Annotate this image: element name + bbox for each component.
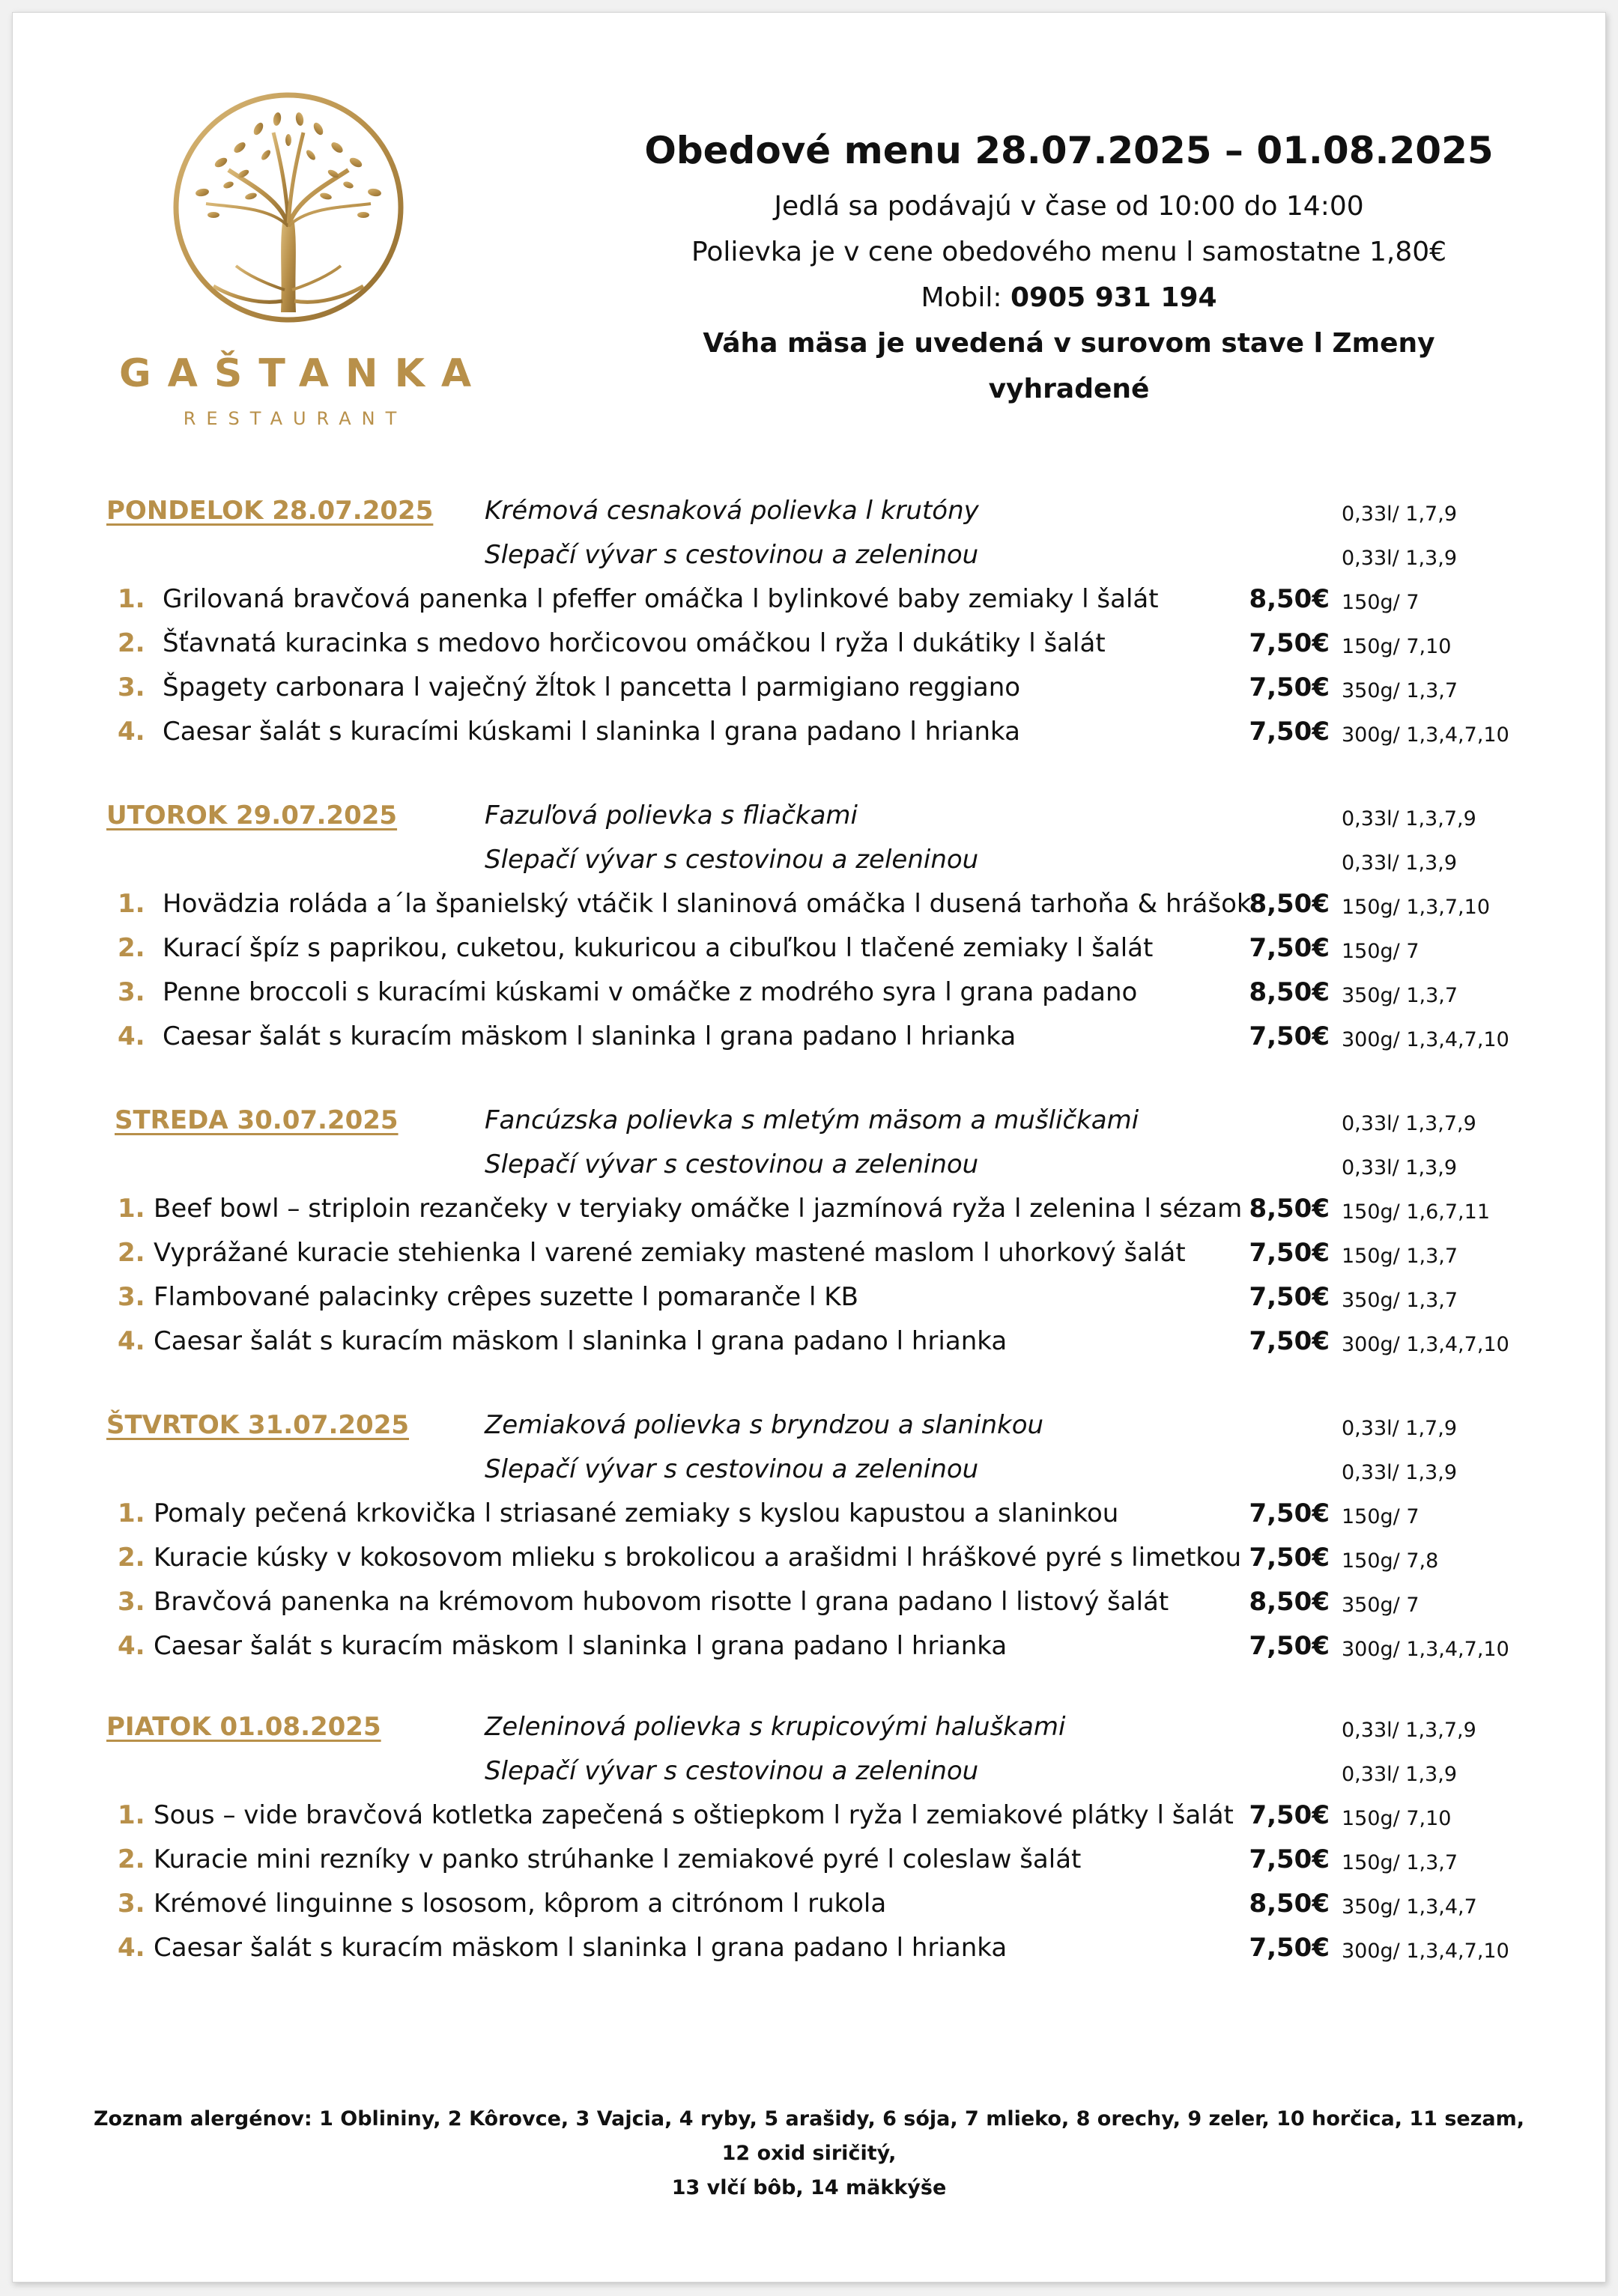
- soup-allergens: 0,33l/ 1,3,9: [1342, 851, 1457, 875]
- dish-price: 7,50€: [1249, 1933, 1330, 1963]
- dish-number: 4.: [118, 717, 145, 747]
- soup-name: Krémová cesnaková polievka l krutóny: [485, 496, 979, 526]
- dish-row: [13, 1926, 1605, 1970]
- soup-allergens: 0,33l/ 1,3,7,9: [1342, 1112, 1476, 1135]
- soup-row: [13, 533, 1605, 577]
- day-section-monday: [13, 489, 1605, 754]
- soup-row: [13, 1705, 1605, 1749]
- dish-price: 7,50€: [1249, 1238, 1330, 1268]
- dish-row: [13, 577, 1605, 622]
- dish-row: [13, 1794, 1605, 1838]
- soup-name: Zemiaková polievka s bryndzou a slaninkou: [485, 1410, 1044, 1440]
- day-section-friday: [13, 1705, 1605, 1970]
- allergen-legend: [88, 2102, 1530, 2205]
- dish-name: Penne broccoli s kuracími kúskami v omáčke z modrého syra l grana padano: [163, 977, 1138, 1007]
- day-heading: STREDA 30.07.2025: [115, 1105, 399, 1135]
- dish-price: 7,50€: [1249, 1543, 1330, 1573]
- soup-name: Fancúzska polievka s mletým mäsom a mušličkami: [485, 1105, 1139, 1135]
- dish-row: [13, 1015, 1605, 1059]
- dish-price: 7,50€: [1249, 717, 1330, 747]
- soup-price-note: Polievka je v cene obedového menu l samostatne 1,80€: [691, 237, 1447, 267]
- dish-row: [13, 971, 1605, 1015]
- dish-name: Beef bowl – striploin rezančeky v teryiaky omáčke l jazmínová ryža l zelenina l sézam: [154, 1194, 1243, 1224]
- dish-number: 4.: [118, 1933, 145, 1963]
- dish-allergens: 150g/ 7: [1342, 1505, 1419, 1528]
- soup-name: Zeleninová polievka s krupicovými haluškami: [485, 1712, 1066, 1742]
- dish-allergens: 150g/ 7: [1342, 940, 1419, 963]
- dish-row: [13, 666, 1605, 710]
- soup-allergens: 0,33l/ 1,3,7,9: [1342, 1719, 1476, 1742]
- dish-name: Vyprážané kuracie stehienka l varené zemiaky mastené maslom l uhorkový šalát: [154, 1238, 1186, 1268]
- logo-wordmark: GAŠTANKA: [119, 351, 488, 396]
- dish-number: 1.: [118, 889, 145, 919]
- dish-price: 7,50€: [1249, 1800, 1330, 1830]
- dish-allergens: 300g/ 1,3,4,7,10: [1342, 1028, 1509, 1051]
- serving-hours: Jedlá sa podávajú v čase od 10:00 do 14:00: [774, 191, 1364, 222]
- soup-allergens: 0,33l/ 1,3,7,9: [1342, 807, 1476, 830]
- dish-price: 7,50€: [1249, 1282, 1330, 1312]
- dish-number: 2.: [118, 933, 145, 963]
- dish-name: Caesar šalát s kuracím mäskom l slaninka l grana padano l hrianka: [163, 1021, 1016, 1051]
- dish-row: [13, 882, 1605, 926]
- dish-name: Hovädzia roláda a´la španielský vtáčik l slaninová omáčka l dusená tarhoňa & hrášok: [163, 889, 1252, 919]
- dish-row: [13, 1838, 1605, 1882]
- soup-row: [13, 794, 1605, 838]
- logo-subtitle: RESTAURANT: [183, 408, 407, 429]
- dish-number: 2.: [118, 1543, 145, 1573]
- dish-price: 7,50€: [1249, 1844, 1330, 1874]
- soup-row: [13, 1099, 1605, 1143]
- soup-row: [13, 1403, 1605, 1448]
- dish-row: [13, 1536, 1605, 1580]
- weekly-menu: [13, 13, 1605, 2282]
- dish-number: 3.: [118, 1587, 145, 1617]
- dish-allergens: 150g/ 7,10: [1342, 635, 1452, 658]
- dish-name: Sous – vide bravčová kotletka zapečená s oštiepkom l ryža l zemiakové plátky l šalát: [154, 1800, 1234, 1830]
- menu-page: [12, 12, 1606, 2283]
- soup-name: Slepačí vývar s cestovinou a zeleninou: [485, 1149, 979, 1179]
- dish-number: 1.: [118, 1800, 145, 1830]
- dish-price: 7,50€: [1249, 1326, 1330, 1356]
- dish-number: 4.: [118, 1631, 145, 1661]
- soup-allergens: 0,33l/ 1,7,9: [1342, 1417, 1457, 1440]
- dish-number: 2.: [118, 628, 145, 658]
- dish-allergens: 350g/ 7: [1342, 1594, 1419, 1617]
- dish-allergens: 150g/ 1,3,7: [1342, 1245, 1458, 1268]
- dish-allergens: 150g/ 1,3,7,10: [1342, 896, 1490, 919]
- dish-number: 1.: [118, 584, 145, 614]
- day-section-tuesday: [13, 794, 1605, 1059]
- dish-allergens: 350g/ 1,3,7: [1342, 679, 1458, 702]
- dish-price: 8,50€: [1249, 1587, 1330, 1617]
- dish-number: 3.: [118, 1889, 145, 1919]
- dish-name: Grilovaná bravčová panenka l pfeffer omáčka l bylinkové baby zemiaky l šalát: [163, 584, 1159, 614]
- dish-name: Caesar šalát s kuracími kúskami l slaninka l grana padano l hrianka: [163, 717, 1020, 747]
- dish-row: [13, 1624, 1605, 1668]
- dish-name: Flambované palacinky crêpes suzette l pomaranče l KB: [154, 1282, 858, 1312]
- dish-name: Pomaly pečená krkovička l striasané zemiaky s kyslou kapustou a slaninkou: [154, 1498, 1119, 1528]
- dish-name: Bravčová panenka na krémovom hubovom risotte l grana padano l listový šalát: [154, 1587, 1169, 1617]
- dish-price: 8,50€: [1249, 1194, 1330, 1224]
- day-heading: UTOROK 29.07.2025: [106, 801, 398, 830]
- dish-number: 2.: [118, 1844, 145, 1874]
- soup-allergens: 0,33l/ 1,3,9: [1342, 1461, 1457, 1484]
- soup-row: [13, 838, 1605, 882]
- day-section-thursday: [13, 1403, 1605, 1668]
- dish-price: 7,50€: [1249, 628, 1330, 658]
- dish-row: [13, 1492, 1605, 1536]
- dish-number: 2.: [118, 1238, 145, 1268]
- dish-row: [13, 1187, 1605, 1231]
- dish-allergens: 300g/ 1,3,4,7,10: [1342, 1638, 1509, 1661]
- soup-name: Fazuľová polievka s fliačkami: [485, 801, 858, 830]
- day-heading: PIATOK 01.08.2025: [106, 1712, 381, 1742]
- day-heading: PONDELOK 28.07.2025: [106, 496, 434, 526]
- dish-row: [13, 622, 1605, 666]
- dish-allergens: 150g/ 7: [1342, 591, 1419, 614]
- dish-number: 1.: [118, 1194, 145, 1224]
- soup-row: [13, 1749, 1605, 1794]
- soup-allergens: 0,33l/ 1,7,9: [1342, 502, 1457, 526]
- dish-price: 7,50€: [1249, 933, 1330, 963]
- soup-row: [13, 489, 1605, 533]
- dish-row: [13, 710, 1605, 754]
- allergen-legend-line: 13 vlčí bôb, 14 mäkkýše: [671, 2176, 947, 2199]
- soup-allergens: 0,33l/ 1,3,9: [1342, 1156, 1457, 1179]
- dish-allergens: 350g/ 1,3,4,7: [1342, 1895, 1477, 1919]
- dish-price: 8,50€: [1249, 889, 1330, 919]
- dish-allergens: 150g/ 7,8: [1342, 1549, 1439, 1573]
- dish-name: Kuracie kúsky v kokosovom mlieku s brokolicou a arašidmi l hráškové pyré s limetkou: [154, 1543, 1242, 1573]
- page-title: Obedové menu 28.07.2025 – 01.08.2025: [644, 129, 1494, 172]
- soup-name: Slepačí vývar s cestovinou a zeleninou: [485, 845, 979, 875]
- dish-row: [13, 926, 1605, 971]
- day-section-wednesday: [13, 1099, 1605, 1364]
- dish-allergens: 150g/ 1,3,7: [1342, 1851, 1458, 1874]
- dish-price: 7,50€: [1249, 1021, 1330, 1051]
- dish-number: 3.: [118, 672, 145, 702]
- dish-price: 8,50€: [1249, 584, 1330, 614]
- soup-allergens: 0,33l/ 1,3,9: [1342, 1763, 1457, 1786]
- soup-name: Slepačí vývar s cestovinou a zeleninou: [485, 1756, 979, 1786]
- dish-price: 8,50€: [1249, 977, 1330, 1007]
- dish-name: Caesar šalát s kuracím mäskom l slaninka l grana padano l hrianka: [154, 1631, 1008, 1661]
- dish-allergens: 350g/ 1,3,7: [1342, 984, 1458, 1007]
- dish-allergens: 350g/ 1,3,7: [1342, 1289, 1458, 1312]
- soup-allergens: 0,33l/ 1,3,9: [1342, 547, 1457, 570]
- dish-name: Šťavnatá kuracinka s medovo horčicovou omáčkou l ryža l dukátiky l šalát: [163, 628, 1106, 658]
- dish-number: 4.: [118, 1021, 145, 1051]
- dish-number: 1.: [118, 1498, 145, 1528]
- soup-row: [13, 1143, 1605, 1187]
- dish-price: 7,50€: [1249, 1631, 1330, 1661]
- dish-name: Špagety carbonara l vaječný žĺtok l pancetta l parmigiano reggiano: [163, 672, 1021, 702]
- dish-row: [13, 1882, 1605, 1926]
- dish-name: Caesar šalát s kuracím mäskom l slaninka l grana padano l hrianka: [154, 1326, 1008, 1356]
- dish-row: [13, 1319, 1605, 1364]
- dish-price: 8,50€: [1249, 1889, 1330, 1919]
- allergen-legend-line: Zoznam alergénov: 1 Oblininy, 2 Kôrovce, 3 Vajcia, 4 ryby, 5 arašidy, 6 sója, 7 mlieko, 8 orechy, 9 zeler, 10 horčica, 11 sezam, 12 oxid siričitý,: [93, 2107, 1525, 2165]
- soup-name: Slepačí vývar s cestovinou a zeleninou: [485, 1454, 979, 1484]
- dish-row: [13, 1580, 1605, 1624]
- dish-allergens: 150g/ 7,10: [1342, 1807, 1452, 1830]
- dish-row: [13, 1275, 1605, 1319]
- dish-price: 7,50€: [1249, 1498, 1330, 1528]
- mobile-label: Mobil:: [921, 282, 1002, 313]
- mobile-number[interactable]: 0905 931 194: [1010, 282, 1217, 313]
- dish-price: 7,50€: [1249, 672, 1330, 702]
- dish-name: Kurací špíz s paprikou, cuketou, kukuricou a cibuľkou l tlačené zemiaky l šalát: [163, 933, 1154, 963]
- dish-allergens: 300g/ 1,3,4,7,10: [1342, 1940, 1509, 1963]
- dish-name: Kuracie mini rezníky v panko strúhanke l zemiakové pyré l coleslaw šalát: [154, 1844, 1082, 1874]
- day-heading: ŠTVRTOK 31.07.2025: [106, 1410, 410, 1440]
- dish-number: 3.: [118, 1282, 145, 1312]
- soup-name: Slepačí vývar s cestovinou a zeleninou: [485, 540, 979, 570]
- dish-name: Krémové linguinne s lososom, kôprom a citrónom l rukola: [154, 1889, 887, 1919]
- weight-note: Váha mäsa je uvedená v surovom stave l Zmeny vyhradené: [703, 328, 1435, 404]
- dish-allergens: 300g/ 1,3,4,7,10: [1342, 1333, 1509, 1356]
- dish-number: 3.: [118, 977, 145, 1007]
- dish-allergens: 300g/ 1,3,4,7,10: [1342, 723, 1509, 747]
- dish-number: 4.: [118, 1326, 145, 1356]
- dish-row: [13, 1231, 1605, 1275]
- dish-allergens: 150g/ 1,6,7,11: [1342, 1200, 1490, 1224]
- dish-name: Caesar šalát s kuracím mäskom l slaninka l grana padano l hrianka: [154, 1933, 1008, 1963]
- soup-row: [13, 1448, 1605, 1492]
